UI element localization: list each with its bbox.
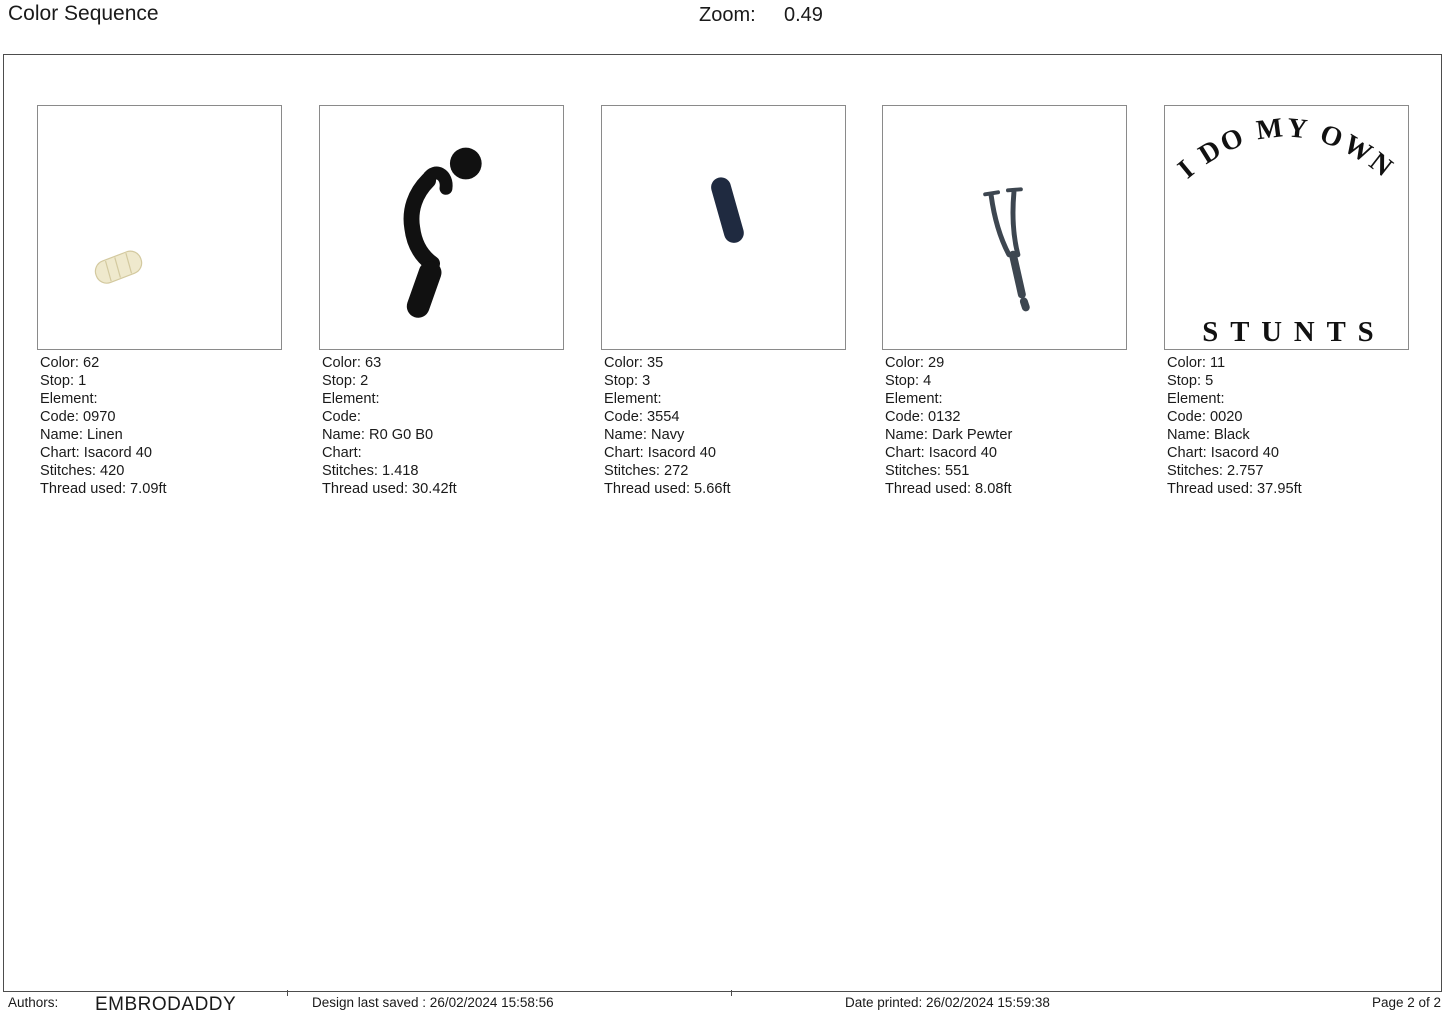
color-stop-panel-5 (1164, 105, 1409, 498)
detail-thread-used: Thread used: 30.42ft (322, 481, 457, 497)
detail-stitches: Stitches: 2.757 (1167, 463, 1264, 479)
color-stop-panel-1 (37, 105, 282, 498)
detail-name: Name: Black (1167, 427, 1250, 443)
detail-chart: Chart: Isacord 40 (885, 445, 997, 461)
stitch-preview-box (601, 105, 846, 350)
thread-details (37, 354, 282, 498)
date-printed: Date printed: 26/02/2024 15:59:38 (845, 995, 1050, 1010)
detail-color: Color: 63 (322, 355, 382, 371)
bottom-slogan-text: STUNTS (1202, 316, 1386, 349)
stitch-preview-box (37, 105, 282, 350)
page-number: Page 2 of 2 (1371, 995, 1441, 1010)
detail-name: Name: R0 G0 B0 (322, 427, 434, 443)
color-stop-panel-2 (319, 105, 564, 498)
detail-thread-used: Thread used: 37.95ft (1167, 481, 1302, 497)
detail-name: Name: Dark Pewter (885, 427, 1013, 443)
detail-stop: Stop: 4 (885, 373, 932, 389)
detail-element: Element: (604, 391, 662, 407)
detail-element: Element: (885, 391, 943, 407)
color-stop-panel-3 (601, 105, 846, 498)
stitch-preview-box (319, 105, 564, 350)
thread-details (882, 354, 1127, 498)
zoom-label: Zoom: (699, 4, 756, 26)
authors-value: EMBRODADDY (95, 994, 237, 1015)
thread-details (319, 354, 564, 498)
detail-chart: Chart: Isacord 40 (604, 445, 716, 461)
detail-code: Code: 0970 (40, 409, 116, 425)
detail-chart: Chart: Isacord 40 (40, 445, 152, 461)
detail-element: Element: (1167, 391, 1225, 407)
detail-color: Color: 11 (1167, 355, 1226, 371)
print-area-frame (3, 54, 1442, 992)
detail-color: Color: 35 (604, 355, 664, 371)
detail-element: Element: (40, 391, 98, 407)
navy-capsule-icon (602, 106, 845, 349)
detail-thread-used: Thread used: 7.09ft (40, 481, 167, 497)
detail-stop: Stop: 1 (40, 373, 87, 389)
zoom-value: 0.49 (784, 4, 823, 26)
stitch-preview-box (1164, 105, 1409, 350)
detail-stop: Stop: 5 (1167, 373, 1214, 389)
crutch-icon (883, 106, 1126, 349)
detail-stitches: Stitches: 272 (604, 463, 689, 479)
detail-code: Code: 3554 (604, 409, 680, 425)
bent-over-figure-icon (320, 106, 563, 349)
stitch-preview-box (882, 105, 1127, 350)
footer-separator-tick (287, 990, 288, 996)
thread-details (601, 354, 846, 498)
detail-stitches: Stitches: 420 (40, 463, 125, 479)
detail-stitches: Stitches: 1.418 (322, 463, 419, 479)
detail-name: Name: Linen (40, 427, 123, 443)
detail-color: Color: 62 (40, 355, 100, 371)
detail-code: Code: 0132 (885, 409, 961, 425)
detail-thread-used: Thread used: 8.08ft (885, 481, 1012, 497)
svg-text:I DO MY OWN (1172, 112, 1401, 185)
detail-chart: Chart: (322, 445, 362, 461)
detail-stitches: Stitches: 551 (885, 463, 970, 479)
linen-fabric-patch-icon (38, 106, 281, 349)
arched-slogan-text: I DO MY OWN (1172, 112, 1401, 185)
color-stop-panel-4 (882, 105, 1127, 498)
detail-thread-used: Thread used: 5.66ft (604, 481, 731, 497)
detail-code: Code: 0020 (1167, 409, 1243, 425)
detail-code: Code: (322, 409, 361, 425)
detail-chart: Chart: Isacord 40 (1167, 445, 1279, 461)
detail-stop: Stop: 2 (322, 373, 369, 389)
detail-element: Element: (322, 391, 380, 407)
stunts-lettering-icon (1165, 106, 1408, 349)
detail-stop: Stop: 3 (604, 373, 651, 389)
thread-details (1164, 354, 1409, 498)
page-title: Color Sequence (8, 2, 159, 25)
authors-label: Authors: (8, 995, 59, 1010)
design-last-saved: Design last saved : 26/02/2024 15:58:56 (312, 995, 554, 1010)
detail-name: Name: Navy (604, 427, 685, 443)
footer-separator-tick (731, 990, 732, 996)
detail-color: Color: 29 (885, 355, 945, 371)
